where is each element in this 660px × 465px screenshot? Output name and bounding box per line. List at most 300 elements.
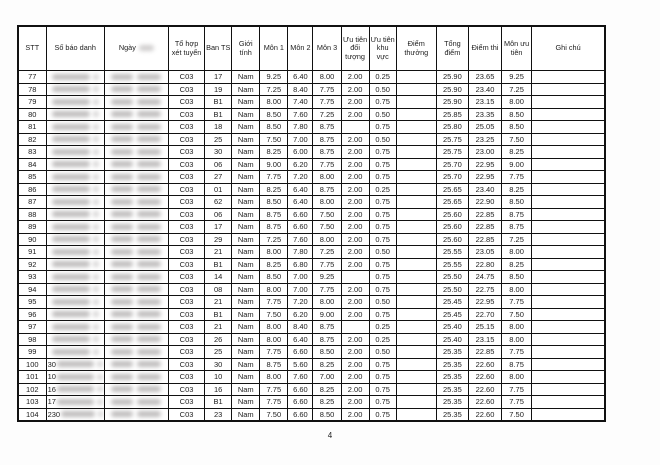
cell-mon-uu-tien: 8.00 [502, 96, 532, 109]
col-header-so-bao-danh: Số báo danh [46, 26, 104, 71]
cell-tong-diem: 25.40 [436, 321, 468, 334]
cell-diem-thi: 22.95 [468, 158, 501, 171]
cell-uu-tien-doi-tuong: 2.00 [341, 133, 369, 146]
cell-diem-thuong [396, 321, 436, 334]
redacted-ngay-tail [137, 111, 161, 117]
redacted-ngay [111, 86, 133, 92]
cell-stt: 83 [18, 146, 46, 159]
cell-mon-uu-tien: 7.75 [502, 396, 532, 409]
table-row [18, 208, 605, 221]
cell-so-bao-danh [46, 371, 104, 384]
redacted-so-bao-danh-tail [93, 199, 99, 205]
col-header-gioi-tinh: Giới tính [232, 26, 260, 71]
cell-mon-1: 8.50 [260, 271, 288, 284]
cell-ngay [104, 183, 168, 196]
redacted-so-bao-danh-tail [93, 299, 99, 305]
redacted-ngay-tail [137, 299, 161, 305]
cell-uu-tien-doi-tuong: 2.00 [341, 258, 369, 271]
redacted-so-bao-danh-tail [93, 161, 99, 167]
cell-stt: 81 [18, 121, 46, 134]
cell-ngay [104, 408, 168, 421]
cell-to-hop-xet-tuyen: C03 [169, 221, 205, 234]
table-row [18, 196, 605, 209]
cell-mon-2: 7.20 [288, 296, 313, 309]
cell-stt: 90 [18, 233, 46, 246]
cell-mon-2: 6.60 [288, 221, 313, 234]
cell-mon-3: 9.00 [313, 308, 341, 321]
redacted-ngay-tail [137, 399, 161, 405]
cell-diem-thuong [396, 396, 436, 409]
table-row [18, 233, 605, 246]
cell-mon-2: 7.20 [288, 171, 313, 184]
cell-ghi-chu [532, 108, 605, 121]
cell-diem-thuong [396, 333, 436, 346]
cell-ngay [104, 308, 168, 321]
cell-mon-3: 8.25 [313, 383, 341, 396]
redacted-ngay-tail [137, 336, 161, 342]
cell-uu-tien-khu-vuc: 0.75 [369, 121, 396, 134]
redacted-header-text [139, 45, 154, 51]
cell-ban-ts: 27 [205, 171, 232, 184]
redacted-ngay [111, 161, 133, 167]
cell-tong-diem: 25.60 [436, 221, 468, 234]
table-row [18, 83, 605, 96]
table-row [18, 296, 605, 309]
redacted-so-bao-danh [52, 286, 90, 292]
cell-uu-tien-doi-tuong: 2.00 [341, 108, 369, 121]
cell-stt: 101 [18, 371, 46, 384]
cell-stt: 103 [18, 396, 46, 409]
cell-diem-thi: 24.75 [468, 271, 501, 284]
cell-stt: 96 [18, 308, 46, 321]
cell-ghi-chu [532, 296, 605, 309]
col-header-uu-tien-khu-vuc: Ưu tiên khu vực [369, 26, 396, 71]
redacted-ngay [111, 111, 133, 117]
cell-tong-diem: 25.70 [436, 158, 468, 171]
cell-gioi-tinh: Nam [232, 133, 260, 146]
cell-ban-ts: 08 [205, 283, 232, 296]
col-header-uu-tien-doi-tuong: Ưu tiên đối tượng [341, 26, 369, 71]
cell-diem-thi: 22.60 [468, 396, 501, 409]
cell-mon-3: 7.50 [313, 208, 341, 221]
cell-diem-thuong [396, 221, 436, 234]
cell-diem-thuong [396, 246, 436, 259]
cell-mon-uu-tien: 8.00 [502, 283, 532, 296]
cell-ngay [104, 71, 168, 84]
cell-mon-3: 9.25 [313, 271, 341, 284]
cell-uu-tien-khu-vuc: 0.75 [369, 196, 396, 209]
cell-mon-1: 8.25 [260, 183, 288, 196]
cell-mon-2: 6.40 [288, 71, 313, 84]
cell-mon-2: 7.60 [288, 108, 313, 121]
cell-ngay [104, 358, 168, 371]
cell-ban-ts: 06 [205, 158, 232, 171]
redacted-so-bao-danh [52, 349, 90, 355]
cell-gioi-tinh: Nam [232, 333, 260, 346]
redacted-ngay-tail [137, 249, 161, 255]
redacted-ngay-tail [137, 386, 161, 392]
redacted-ngay [111, 349, 133, 355]
cell-mon-2: 8.40 [288, 83, 313, 96]
cell-mon-uu-tien: 7.75 [502, 296, 532, 309]
cell-diem-thuong [396, 133, 436, 146]
cell-diem-thi: 22.60 [468, 358, 501, 371]
redacted-so-bao-danh [52, 324, 90, 330]
table-row [18, 271, 605, 284]
cell-diem-thuong [396, 121, 436, 134]
cell-mon-uu-tien: 8.25 [502, 146, 532, 159]
redacted-so-bao-danh-tail [93, 136, 99, 142]
redacted-so-bao-danh [52, 99, 90, 105]
cell-gioi-tinh: Nam [232, 146, 260, 159]
cell-ban-ts: 62 [205, 196, 232, 209]
cell-ghi-chu [532, 371, 605, 384]
redacted-ngay [111, 211, 133, 217]
cell-ban-ts: B1 [205, 396, 232, 409]
cell-to-hop-xet-tuyen: C03 [169, 171, 205, 184]
cell-mon-uu-tien: 7.50 [502, 408, 532, 421]
cell-tong-diem: 25.90 [436, 83, 468, 96]
cell-uu-tien-doi-tuong: 2.00 [341, 83, 369, 96]
cell-gioi-tinh: Nam [232, 308, 260, 321]
cell-ban-ts: B1 [205, 108, 232, 121]
cell-ghi-chu [532, 71, 605, 84]
cell-to-hop-xet-tuyen: C03 [169, 333, 205, 346]
redacted-so-bao-danh [52, 261, 90, 267]
cell-to-hop-xet-tuyen: C03 [169, 271, 205, 284]
cell-mon-uu-tien: 8.00 [502, 333, 532, 346]
redacted-so-bao-danh [52, 211, 90, 217]
cell-stt: 89 [18, 221, 46, 234]
redacted-ngay [111, 249, 133, 255]
redacted-ngay [111, 324, 133, 330]
cell-stt: 82 [18, 133, 46, 146]
cell-ngay [104, 283, 168, 296]
cell-to-hop-xet-tuyen: C03 [169, 158, 205, 171]
table-row [18, 408, 605, 421]
cell-so-bao-danh [46, 333, 104, 346]
cell-ngay [104, 133, 168, 146]
table-row [18, 146, 605, 159]
cell-uu-tien-doi-tuong: 2.00 [341, 96, 369, 109]
redacted-so-bao-danh-tail [93, 249, 99, 255]
cell-mon-uu-tien: 9.25 [502, 71, 532, 84]
cell-uu-tien-doi-tuong: 2.00 [341, 221, 369, 234]
cell-to-hop-xet-tuyen: C03 [169, 71, 205, 84]
redacted-so-bao-danh-tail [97, 374, 103, 380]
cell-uu-tien-khu-vuc: 0.75 [369, 221, 396, 234]
cell-so-bao-danh [46, 383, 104, 396]
cell-mon-2: 7.60 [288, 233, 313, 246]
cell-stt: 84 [18, 158, 46, 171]
cell-uu-tien-doi-tuong: 2.00 [341, 371, 369, 384]
cell-tong-diem: 25.35 [436, 358, 468, 371]
cell-mon-1: 9.00 [260, 158, 288, 171]
redacted-so-bao-danh [52, 274, 90, 280]
redacted-so-bao-danh [52, 249, 90, 255]
cell-ngay [104, 146, 168, 159]
table-row [18, 158, 605, 171]
table-row [18, 371, 605, 384]
redacted-so-bao-danh-tail [97, 361, 103, 367]
cell-mon-1: 8.50 [260, 121, 288, 134]
cell-uu-tien-khu-vuc: 0.50 [369, 108, 396, 121]
redacted-ngay-tail [137, 324, 161, 330]
redacted-ngay [111, 274, 133, 280]
cell-to-hop-xet-tuyen: C03 [169, 96, 205, 109]
redacted-ngay [111, 299, 133, 305]
cell-ngay [104, 246, 168, 259]
col-header-ban-ts: Ban TS [205, 26, 232, 71]
cell-diem-thi: 22.95 [468, 296, 501, 309]
col-header-to-hop-xet-tuyen: Tổ hợp xét tuyển [169, 26, 205, 71]
redacted-ngay-tail [137, 361, 161, 367]
cell-diem-thi: 22.85 [468, 221, 501, 234]
redacted-ngay [111, 74, 133, 80]
redacted-ngay [111, 311, 133, 317]
cell-diem-thi: 23.15 [468, 333, 501, 346]
cell-diem-thuong [396, 283, 436, 296]
so-bao-danh-visible-digits: 17 [47, 397, 56, 406]
cell-ban-ts: 21 [205, 246, 232, 259]
cell-uu-tien-doi-tuong: 2.00 [341, 171, 369, 184]
cell-mon-3: 7.00 [313, 371, 341, 384]
cell-mon-3: 7.75 [313, 258, 341, 271]
cell-ghi-chu [532, 158, 605, 171]
redacted-so-bao-danh-tail [93, 274, 99, 280]
redacted-so-bao-danh-tail [93, 111, 99, 117]
header-row [18, 26, 605, 71]
cell-tong-diem: 25.75 [436, 146, 468, 159]
redacted-so-bao-danh [57, 386, 94, 392]
cell-mon-3: 8.00 [313, 71, 341, 84]
table-row [18, 321, 605, 334]
cell-tong-diem: 25.80 [436, 121, 468, 134]
cell-mon-1: 8.00 [260, 371, 288, 384]
cell-ban-ts: B1 [205, 308, 232, 321]
cell-to-hop-xet-tuyen: C03 [169, 346, 205, 359]
redacted-ngay-tail [137, 211, 161, 217]
cell-mon-3: 8.50 [313, 346, 341, 359]
redacted-so-bao-danh-tail [93, 186, 99, 192]
table-row [18, 333, 605, 346]
cell-uu-tien-khu-vuc: 0.50 [369, 296, 396, 309]
cell-mon-1: 8.00 [260, 333, 288, 346]
cell-uu-tien-khu-vuc: 0.25 [369, 71, 396, 84]
table-row [18, 121, 605, 134]
cell-mon-2: 7.60 [288, 371, 313, 384]
cell-so-bao-danh [46, 283, 104, 296]
cell-so-bao-danh [46, 133, 104, 146]
cell-uu-tien-doi-tuong: 2.00 [341, 346, 369, 359]
cell-diem-thi: 22.85 [468, 208, 501, 221]
cell-mon-3: 8.00 [313, 196, 341, 209]
cell-gioi-tinh: Nam [232, 383, 260, 396]
redacted-so-bao-danh [52, 224, 90, 230]
cell-ghi-chu [532, 146, 605, 159]
cell-mon-uu-tien: 8.00 [502, 321, 532, 334]
cell-mon-uu-tien: 7.25 [502, 83, 532, 96]
cell-mon-1: 8.75 [260, 208, 288, 221]
cell-uu-tien-doi-tuong: 2.00 [341, 146, 369, 159]
cell-ngay [104, 321, 168, 334]
redacted-ngay-tail [137, 174, 161, 180]
table-row [18, 246, 605, 259]
cell-gioi-tinh: Nam [232, 171, 260, 184]
cell-mon-2: 6.20 [288, 158, 313, 171]
cell-uu-tien-doi-tuong: 2.00 [341, 396, 369, 409]
cell-mon-1: 7.50 [260, 308, 288, 321]
cell-mon-1: 7.25 [260, 83, 288, 96]
cell-mon-1: 7.25 [260, 233, 288, 246]
redacted-so-bao-danh-tail [93, 174, 99, 180]
cell-uu-tien-khu-vuc: 0.75 [369, 146, 396, 159]
table-row [18, 346, 605, 359]
cell-mon-3: 7.25 [313, 246, 341, 259]
cell-mon-1: 8.00 [260, 246, 288, 259]
cell-ghi-chu [532, 196, 605, 209]
cell-ngay [104, 208, 168, 221]
cell-ban-ts: 30 [205, 358, 232, 371]
redacted-so-bao-danh [52, 74, 90, 80]
cell-mon-1: 7.75 [260, 296, 288, 309]
redacted-ngay-tail [137, 311, 161, 317]
cell-ban-ts: 23 [205, 408, 232, 421]
cell-uu-tien-doi-tuong: 2.00 [341, 383, 369, 396]
redacted-ngay [111, 374, 133, 380]
redacted-so-bao-danh [57, 374, 94, 380]
cell-tong-diem: 25.40 [436, 333, 468, 346]
cell-diem-thi: 25.15 [468, 321, 501, 334]
cell-mon-2: 7.00 [288, 271, 313, 284]
cell-mon-uu-tien: 7.75 [502, 383, 532, 396]
redacted-ngay-tail [137, 274, 161, 280]
cell-ghi-chu [532, 171, 605, 184]
redacted-so-bao-danh [52, 174, 90, 180]
cell-uu-tien-khu-vuc: 0.75 [369, 308, 396, 321]
cell-diem-thuong [396, 196, 436, 209]
cell-diem-thuong [396, 208, 436, 221]
cell-so-bao-danh [46, 183, 104, 196]
cell-mon-uu-tien: 8.00 [502, 246, 532, 259]
cell-diem-thuong [396, 296, 436, 309]
cell-diem-thuong [396, 308, 436, 321]
redacted-ngay [111, 399, 133, 405]
cell-ghi-chu [532, 383, 605, 396]
redacted-so-bao-danh [61, 411, 94, 417]
redacted-so-bao-danh-tail [97, 386, 103, 392]
col-header-mon-2: Môn 2 [288, 26, 313, 71]
cell-uu-tien-doi-tuong [341, 121, 369, 134]
redacted-ngay [111, 174, 133, 180]
cell-so-bao-danh [46, 321, 104, 334]
cell-so-bao-danh [46, 108, 104, 121]
cell-uu-tien-khu-vuc: 0.75 [369, 233, 396, 246]
redacted-ngay [111, 186, 133, 192]
cell-uu-tien-khu-vuc: 0.75 [369, 283, 396, 296]
redacted-so-bao-danh-tail [93, 99, 99, 105]
cell-diem-thuong [396, 258, 436, 271]
redacted-so-bao-danh [52, 124, 90, 130]
cell-tong-diem: 25.75 [436, 133, 468, 146]
cell-ghi-chu [532, 258, 605, 271]
cell-diem-thi: 22.85 [468, 346, 501, 359]
cell-ngay [104, 108, 168, 121]
cell-mon-2: 7.00 [288, 283, 313, 296]
cell-so-bao-danh [46, 158, 104, 171]
cell-to-hop-xet-tuyen: C03 [169, 296, 205, 309]
redacted-so-bao-danh [52, 299, 90, 305]
cell-diem-thi: 22.75 [468, 283, 501, 296]
cell-stt: 102 [18, 383, 46, 396]
cell-uu-tien-khu-vuc: 0.50 [369, 346, 396, 359]
redacted-so-bao-danh [52, 336, 90, 342]
cell-tong-diem: 25.35 [436, 371, 468, 384]
cell-mon-2: 6.60 [288, 396, 313, 409]
cell-mon-1: 8.75 [260, 358, 288, 371]
cell-uu-tien-doi-tuong: 2.00 [341, 283, 369, 296]
cell-ban-ts: 25 [205, 346, 232, 359]
redacted-ngay [111, 199, 133, 205]
col-header-ngay [104, 26, 168, 71]
cell-ngay [104, 196, 168, 209]
cell-ban-ts: 01 [205, 183, 232, 196]
cell-ghi-chu [532, 246, 605, 259]
redacted-ngay [111, 136, 133, 142]
table-row [18, 108, 605, 121]
cell-so-bao-danh [46, 96, 104, 109]
cell-mon-1: 7.75 [260, 171, 288, 184]
cell-uu-tien-doi-tuong: 2.00 [341, 296, 369, 309]
cell-tong-diem: 25.90 [436, 96, 468, 109]
cell-ghi-chu [532, 96, 605, 109]
cell-mon-2: 6.40 [288, 196, 313, 209]
cell-to-hop-xet-tuyen: C03 [169, 383, 205, 396]
redacted-so-bao-danh-tail [93, 236, 99, 242]
cell-ngay [104, 296, 168, 309]
cell-ban-ts: 30 [205, 146, 232, 159]
cell-mon-uu-tien: 7.50 [502, 308, 532, 321]
cell-so-bao-danh [46, 208, 104, 221]
cell-mon-uu-tien: 8.75 [502, 221, 532, 234]
cell-tong-diem: 25.50 [436, 283, 468, 296]
cell-diem-thuong [396, 83, 436, 96]
redacted-so-bao-danh [52, 149, 90, 155]
cell-mon-2: 6.60 [288, 408, 313, 421]
cell-ban-ts: B1 [205, 96, 232, 109]
cell-ghi-chu [532, 283, 605, 296]
cell-so-bao-danh [46, 196, 104, 209]
cell-uu-tien-doi-tuong: 2.00 [341, 333, 369, 346]
cell-mon-3: 7.75 [313, 283, 341, 296]
cell-ngay [104, 333, 168, 346]
redacted-ngay-tail [137, 124, 161, 130]
cell-to-hop-xet-tuyen: C03 [169, 183, 205, 196]
cell-mon-1: 7.50 [260, 408, 288, 421]
redacted-so-bao-danh-tail [93, 349, 99, 355]
cell-ngay [104, 171, 168, 184]
cell-uu-tien-doi-tuong: 2.00 [341, 308, 369, 321]
cell-mon-uu-tien: 8.25 [502, 183, 532, 196]
cell-gioi-tinh: Nam [232, 158, 260, 171]
cell-to-hop-xet-tuyen: C03 [169, 133, 205, 146]
redacted-ngay [111, 286, 133, 292]
cell-mon-3: 8.75 [313, 133, 341, 146]
cell-stt: 97 [18, 321, 46, 334]
cell-stt: 79 [18, 96, 46, 109]
cell-ghi-chu [532, 271, 605, 284]
cell-mon-1: 8.00 [260, 321, 288, 334]
